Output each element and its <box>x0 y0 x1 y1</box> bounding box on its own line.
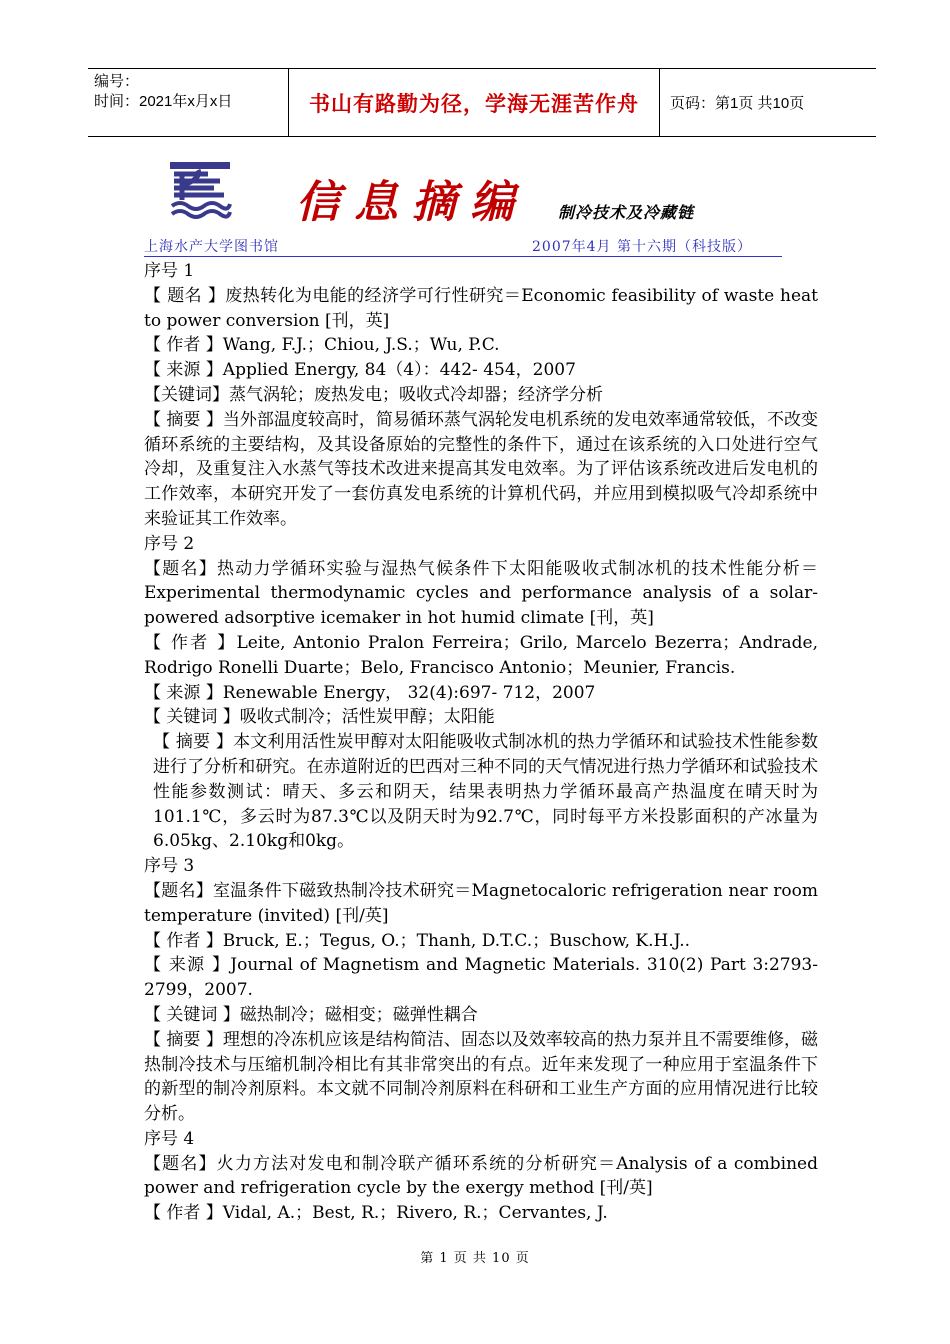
entry-source: 【 来源 】Renewable Energy， 32(4):697- 712，2007 <box>144 682 596 703</box>
library-issue-line <box>144 236 782 257</box>
entry-seq: 序号 3 <box>144 856 195 877</box>
entry-author: 【 作者 】Wang, F.J.；Chiou, J.S.；Wu, P.C. <box>144 335 500 356</box>
entry-keywords: 【 关键词 】吸收式制冷；活性炭甲醇；太阳能 <box>144 707 495 728</box>
page-footer: 第 1 页 共 10 页 <box>420 1251 530 1266</box>
number-label: 编号： <box>94 73 140 90</box>
entry-seq: 序号 2 <box>144 533 195 554</box>
page-header <box>88 68 876 137</box>
entry-source: 【 来源 】Applied Energy, 84（4）：442- 454，2007 <box>144 360 576 381</box>
masthead-title: 信息摘编 <box>296 177 528 228</box>
entry-abstract: 【 摘要 】理想的冷冻机应该是结构简洁、固态以及效率较高的热力泵并且不需要维修，磁热制冷技术与压缩机制冷相比有其非常突出的有点。近年来发现了一种应用于室温条件下的新型的制冷剂原料。本文就不同制冷剂原料在科研和工业生产方面的应用情况进行比较分析。 <box>144 1029 818 1125</box>
library-name: 上海水产大学图书馆 <box>144 239 279 255</box>
issue-info: 2007年4月 第十六期（科技版） <box>532 239 752 255</box>
library-logo-icon <box>168 160 232 220</box>
entry-title: 【 题名 】废热转化为电能的经济学可行性研究＝Economic feasibility of waste heat to power conversion [刊，英] <box>144 285 818 331</box>
entry-author: 【 作者 】Vidal, A.；Best, R.；Rivero, R.；Cervantes, J. <box>144 1203 608 1224</box>
entry-seq: 序号 4 <box>144 1128 195 1149</box>
entry-keywords: 【 关键词 】磁热制冷；磁相变；磁弹性耦合 <box>144 1004 478 1025</box>
entry-author: 【 作者 】Bruck, E.；Tegus, O.；Thanh, D.T.C.；Buschow, K.H.J.. <box>144 930 691 951</box>
entry-seq: 序号 1 <box>144 261 195 281</box>
entry-keywords: 【关键词】蒸气涡轮；废热发电；吸收式冷却器；经济学分析 <box>144 384 603 405</box>
motto: 书山有路勤为径，学海无涯苦作舟 <box>288 69 660 136</box>
page-info: 页码：第1页 共10页 <box>670 95 805 112</box>
entry-author: 【 作者 】Leite, Antonio Pralon Ferreira；Grilo, Marcelo Bezerra；Andrade, Rodrigo Ronelli Duarte；Belo, Francisco Antonio；Meunier, Francis. <box>144 632 818 678</box>
entry-title: 【题名】室温条件下磁致热制冷技术研究＝Magnetocaloric refrigeration near room temperature (invited) [刊/英] <box>144 880 818 926</box>
entry-title: 【题名】热动力学循环实验与湿热气候条件下太阳能吸收式制冰机的技术性能分析＝Experimental thermodynamic cycles and performance analysis of a solar-powered adsorptive icemaker in hot humid climate [刊，英] <box>144 558 818 629</box>
entry-title: 【题名】火力方法对发电和制冷联产循环系统的分析研究＝Analysis of a combined power and refrigeration cycle by the exergy method [刊/英] <box>144 1153 818 1199</box>
masthead-subtitle: 制冷技术及冷藏链 <box>558 203 695 222</box>
header-meta <box>88 69 288 136</box>
entry-abstract: 【 摘要 】当外部温度较高时，简易循环蒸气涡轮发电机系统的发电效率通常较低，不改变循环系统的主要结构，及其设备原始的完整性的条件下，通过在该系统的入口处进行空气冷却，及重复注入水蒸气等技术改进来提高其发电效率。为了评估该系统改进后发电机的工作效率，本研究开发了一套仿真发电系统的计算机代码，并应用到模拟吸气冷却系统中来验证其工作效率。 <box>144 409 818 529</box>
abstract-list <box>144 259 818 1226</box>
entry-abstract: 【 摘要 】本文利用活性炭甲醇对太阳能吸收式制冰机的热力学循环和试验技术性能参数进行了分析和研究。在赤道附近的巴西对三种不同的天气情况进行热力学循环和试验技术性能参数测试：晴天、多云和阴天，结果表明热力学循环最高产热温度在晴天时为101.1℃，多云时为87.3℃以及阴天时为92.7℃，同时每平方米投影面积的产冰量为6.05kg、2.10kg和0kg。 <box>153 732 818 852</box>
date-line: 时间：2021年x月x日 <box>94 93 233 110</box>
entry-source: 【 来源 】Journal of Magnetism and Magnetic Materials. 310(2) Part 3:2793-2799，2007. <box>144 955 818 1001</box>
